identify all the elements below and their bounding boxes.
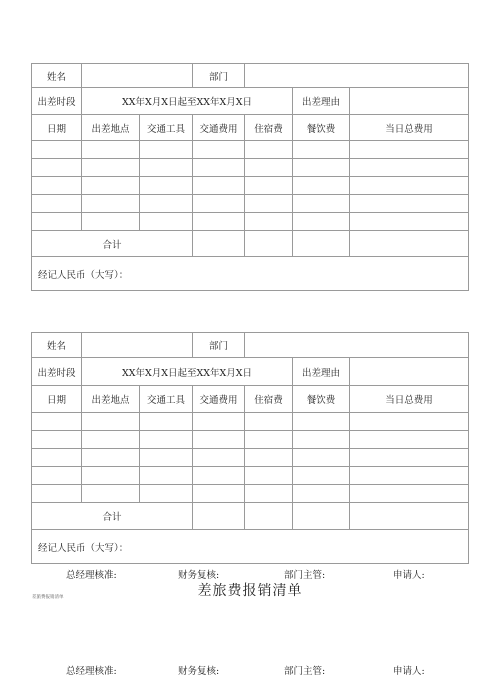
dept-head-label: 部门主管:: [284, 570, 326, 581]
total-meals[interactable]: [293, 503, 350, 530]
table-cell[interactable]: [82, 449, 140, 467]
finance-review-label: 财务复核:: [178, 570, 220, 581]
table-cell[interactable]: [32, 159, 82, 177]
period-value[interactable]: XX年X月X日起至XX年X月X日: [82, 88, 293, 115]
table-cell[interactable]: [32, 413, 82, 431]
header-location: 出差地点: [82, 386, 140, 413]
table-cell[interactable]: [193, 431, 245, 449]
rmb-amount-label[interactable]: 经记人民币（大写）：: [32, 530, 469, 564]
table-cell[interactable]: [245, 413, 293, 431]
table-cell[interactable]: [140, 485, 193, 503]
table-cell[interactable]: [193, 485, 245, 503]
table-cell[interactable]: [245, 195, 293, 213]
table-cell[interactable]: [140, 431, 193, 449]
table-cell[interactable]: [193, 413, 245, 431]
table-cell[interactable]: [245, 177, 293, 195]
finance-review-label: 财务复核:: [178, 666, 220, 677]
header-transport: 交通工具: [140, 115, 193, 141]
table-cell[interactable]: [350, 195, 469, 213]
total-label: 合计: [32, 503, 193, 530]
total-daily[interactable]: [350, 503, 469, 530]
table-cell[interactable]: [140, 141, 193, 159]
header-meals: 餐饮费: [293, 115, 350, 141]
table-cell[interactable]: [140, 159, 193, 177]
table-row: [32, 177, 469, 195]
table-row: [32, 431, 469, 449]
total-transport-cost[interactable]: [193, 231, 245, 257]
table-cell[interactable]: [293, 141, 350, 159]
expense-form-1: [31, 63, 469, 291]
table-cell[interactable]: [32, 195, 82, 213]
table-cell[interactable]: [350, 159, 469, 177]
header-daily-total: 当日总费用: [350, 115, 469, 141]
table-row: [32, 467, 469, 485]
table-cell[interactable]: [245, 449, 293, 467]
name-label: 姓名: [32, 64, 82, 88]
table-cell[interactable]: [350, 485, 469, 503]
table-cell[interactable]: [140, 213, 193, 231]
table-cell[interactable]: [82, 213, 140, 231]
table-cell[interactable]: [32, 449, 82, 467]
rmb-amount-label[interactable]: 经记人民币（大写）：: [32, 257, 469, 291]
table-cell[interactable]: [193, 449, 245, 467]
table-cell[interactable]: [245, 467, 293, 485]
period-label: 出差时段: [32, 88, 82, 115]
department-label: 部门: [193, 333, 245, 358]
period-label: 出差时段: [32, 358, 82, 386]
table-cell[interactable]: [245, 431, 293, 449]
header-lodging: 住宿费: [245, 115, 293, 141]
gm-approval-label: 总经理核准:: [66, 570, 117, 581]
table-cell[interactable]: [245, 213, 293, 231]
table-cell[interactable]: [245, 141, 293, 159]
reason-field[interactable]: [350, 88, 469, 115]
table-cell[interactable]: [350, 141, 469, 159]
table-cell[interactable]: [32, 485, 82, 503]
table-cell[interactable]: [140, 177, 193, 195]
table-cell[interactable]: [350, 213, 469, 231]
table-cell[interactable]: [140, 449, 193, 467]
table-cell[interactable]: [82, 413, 140, 431]
table-cell[interactable]: [32, 213, 82, 231]
total-label: 合计: [32, 231, 193, 257]
applicant-label: 申请人:: [393, 666, 425, 677]
table-cell[interactable]: [350, 449, 469, 467]
table-cell[interactable]: [245, 159, 293, 177]
header-location: 出差地点: [82, 115, 140, 141]
table-row: [32, 159, 469, 177]
department-label: 部门: [193, 64, 245, 88]
expense-form-2: [31, 332, 469, 564]
table-cell[interactable]: [193, 141, 245, 159]
department-field[interactable]: [245, 333, 469, 358]
header-lodging: 住宿费: [245, 386, 293, 413]
table-cell[interactable]: [350, 177, 469, 195]
reason-label: 出差理由: [293, 358, 350, 386]
table-row: [32, 449, 469, 467]
reason-field[interactable]: [350, 358, 469, 386]
period-value[interactable]: XX年X月X日起至XX年X月X日: [82, 358, 293, 386]
table-row: [32, 413, 469, 431]
table-cell[interactable]: [293, 195, 350, 213]
table-cell[interactable]: [193, 213, 245, 231]
name-field[interactable]: [82, 333, 193, 358]
dept-head-label: 部门主管:: [284, 666, 326, 677]
header-transport-cost: 交通费用: [193, 386, 245, 413]
table-cell[interactable]: [350, 413, 469, 431]
table-cell[interactable]: [293, 177, 350, 195]
header-meals: 餐饮费: [293, 386, 350, 413]
table-row: [32, 195, 469, 213]
name-label: 姓名: [32, 333, 82, 358]
table-cell[interactable]: [293, 213, 350, 231]
table-cell[interactable]: [193, 195, 245, 213]
department-field[interactable]: [245, 64, 469, 88]
table-cell[interactable]: [32, 177, 82, 195]
table-cell[interactable]: [193, 177, 245, 195]
small-caption: 差旅费报销清单: [32, 595, 64, 600]
table-cell[interactable]: [293, 467, 350, 485]
table-cell[interactable]: [350, 467, 469, 485]
table-cell[interactable]: [82, 141, 140, 159]
table-cell[interactable]: [82, 195, 140, 213]
name-field[interactable]: [82, 64, 193, 88]
table-cell[interactable]: [82, 485, 140, 503]
table-cell[interactable]: [293, 431, 350, 449]
page-title: 差旅费报销清单: [197, 583, 303, 599]
total-lodging[interactable]: [245, 231, 293, 257]
table-cell[interactable]: [140, 413, 193, 431]
header-date: 日期: [32, 386, 82, 413]
table-row: [32, 485, 469, 503]
total-meals[interactable]: [293, 231, 350, 257]
table-cell[interactable]: [140, 195, 193, 213]
table-cell[interactable]: [82, 177, 140, 195]
table-cell[interactable]: [32, 141, 82, 159]
table-cell[interactable]: [82, 159, 140, 177]
reason-label: 出差理由: [293, 88, 350, 115]
table-cell[interactable]: [140, 467, 193, 485]
applicant-label: 申请人:: [393, 570, 425, 581]
table-cell[interactable]: [293, 449, 350, 467]
table-cell[interactable]: [82, 431, 140, 449]
header-date: 日期: [32, 115, 82, 141]
table-cell[interactable]: [293, 159, 350, 177]
header-transport-cost: 交通费用: [193, 115, 245, 141]
table-cell[interactable]: [293, 413, 350, 431]
gm-approval-label: 总经理核准:: [66, 666, 117, 677]
total-lodging[interactable]: [245, 503, 293, 530]
header-transport: 交通工具: [140, 386, 193, 413]
header-daily-total: 当日总费用: [350, 386, 469, 413]
total-transport-cost[interactable]: [193, 503, 245, 530]
table-cell[interactable]: [32, 431, 82, 449]
total-daily[interactable]: [350, 231, 469, 257]
table-row: [32, 141, 469, 159]
table-cell[interactable]: [193, 159, 245, 177]
table-cell[interactable]: [245, 485, 293, 503]
table-cell[interactable]: [82, 467, 140, 485]
table-cell[interactable]: [350, 431, 469, 449]
table-cell[interactable]: [293, 485, 350, 503]
table-cell[interactable]: [32, 467, 82, 485]
table-row: [32, 213, 469, 231]
table-cell[interactable]: [193, 467, 245, 485]
